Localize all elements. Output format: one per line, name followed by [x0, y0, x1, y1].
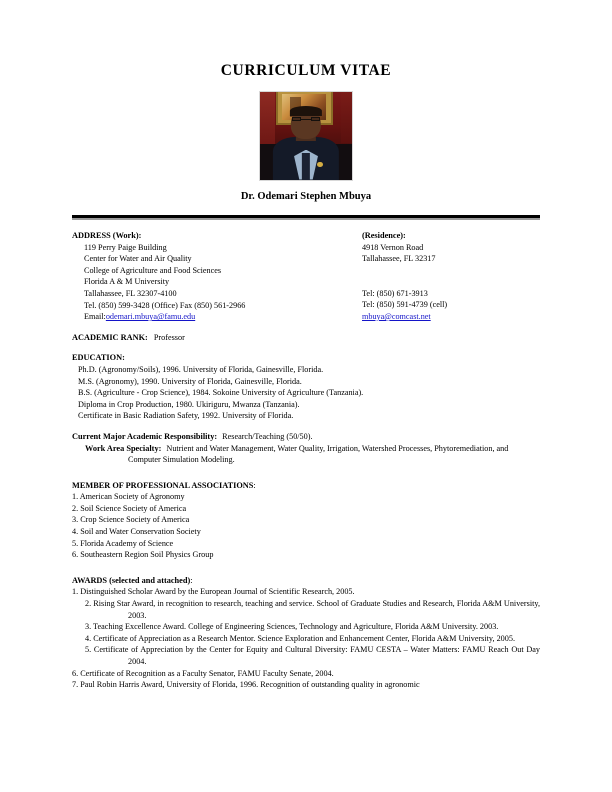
education-item: Ph.D. (Agronomy/Soils), 1996. University of Florida, Gainesville, Florida.: [78, 364, 324, 374]
address-residence-line: Tallahassee, FL 32317: [362, 254, 436, 264]
address-work-line: 119 Perry Paige Building: [84, 242, 167, 252]
association-item: 5. Florida Academy of Science: [72, 538, 174, 548]
specialty-value: Nutrient and Water Management, Water Quality, Irrigation, Watershed Processes, Phytoremediation, and Computer Simulation Modeling.: [128, 443, 509, 465]
residence-email-row: [362, 311, 540, 323]
awards-heading: [72, 575, 540, 587]
award-item: 4. Certificate of Appreciation as a Research Mentor. Science Exploration and Enhancement Center, Florida A&M University, 2005.: [85, 633, 515, 643]
person-name: Dr. Odemari Stephen Mbuya: [240, 190, 372, 202]
associations-heading-suffix: :: [253, 480, 256, 490]
address-work-line: Florida A & M University: [84, 277, 170, 287]
award-item: 5. Certificate of Appreciation by the Center for Equity and Cultural Diversity: FAMU CESTA – Water Matters: FAMU Reach Out Day 2004.: [85, 645, 540, 666]
address-work-line: Tel. (850) 599-3428 (Office) Fax (850) 561-2966: [84, 300, 246, 310]
address-residence-column: [362, 230, 540, 323]
education-item: Diploma in Crop Production, 1980. Ukiriguru, Mwanza (Tanzania).: [78, 399, 300, 409]
residence-tel-primary: Tel: (850) 671-3913: [362, 288, 428, 298]
responsibility-label: Current Major Academic Responsibility:: [72, 431, 218, 441]
address-residence-spacer: [362, 265, 540, 288]
responsibility-section: [72, 431, 540, 466]
address-work-column: [72, 230, 362, 323]
specialty-label: Work Area Specialty:: [85, 443, 162, 453]
academic-rank-section: [72, 332, 540, 344]
award-item: 3. Teaching Excellence Award. College of Engineering Sciences, Technology and Agriculture, Florida A&M University. 2003.: [85, 622, 499, 632]
address-work-email-row: [72, 311, 362, 323]
address-work-line: Tallahassee, FL 32307-4100: [84, 288, 177, 298]
photo-glasses-bridge: [301, 119, 310, 120]
award-item: 7. Paul Robin Harris Award, University of Florida, 1996. Recognition of outstanding quality in agronomic: [72, 680, 420, 690]
awards-heading-text: AWARDS (selected and attached): [72, 575, 191, 585]
portrait-photo: [259, 91, 353, 181]
photo-glasses-left-lens: [292, 117, 301, 121]
association-item: 2. Soil Science Society of America: [72, 503, 187, 513]
email-label: Email:: [84, 312, 106, 322]
photo-glasses-right-lens: [311, 117, 320, 121]
association-item: 1. American Society of Agronomy: [72, 492, 185, 502]
academic-rank-value: Professor: [153, 332, 185, 342]
address-section: [72, 230, 540, 323]
photo-lapel-pin: [317, 162, 323, 167]
address-work-line: Center for Water and Air Quality: [84, 254, 192, 264]
responsibility-row: [72, 431, 540, 443]
photo-hair: [290, 106, 322, 116]
association-item: 3. Crop Science Society of America: [72, 515, 190, 525]
associations-section: [72, 480, 540, 561]
education-section: [72, 352, 540, 422]
photo-wall-right: [341, 92, 352, 143]
education-item: Certificate in Basic Radiation Safety, 1992. University of Florida.: [78, 411, 294, 421]
award-item: 6. Certificate of Recognition as a Faculty Senator, FAMU Faculty Senate, 2004.: [72, 668, 334, 678]
education-heading: EDUCATION:: [72, 353, 125, 363]
awards-heading-suffix: :: [190, 575, 193, 585]
academic-rank-label: ACADEMIC RANK:: [72, 332, 148, 342]
photo-wall-left: [260, 92, 275, 147]
associations-heading: [72, 480, 540, 492]
residence-email-link[interactable]: mbuya@comcast.net: [362, 311, 431, 321]
portrait-photo-container: [72, 91, 540, 186]
association-item: 6. Southeastern Region Soil Physics Group: [72, 550, 214, 560]
education-item: B.S. (Agriculture - Crop Science), 1984. Sokoine University of Agriculture (Tanzania).: [78, 388, 364, 398]
award-item: 1. Distinguished Scholar Award by the European Journal of Scientific Research, 2005.: [72, 587, 355, 597]
responsibility-value: Research/Teaching (50/50).: [222, 431, 313, 441]
address-residence-line: 4918 Vernon Road: [362, 242, 424, 252]
associations-heading-text: MEMBER OF PROFESSIONAL ASSOCIATIONS: [72, 480, 254, 490]
education-item: M.S. (Agronomy), 1990. University of Florida, Gainesville, Florida.: [78, 376, 302, 386]
photo-necktie: [302, 153, 310, 179]
awards-section: [72, 575, 540, 691]
address-work-heading: ADDRESS (Work):: [72, 231, 142, 240]
specialty-row: [72, 443, 540, 466]
association-item: 4. Soil and Water Conservation Society: [72, 527, 201, 537]
award-item: 2. Rising Star Award, in recognition to research, teaching and service. School of Graduate Studies and Research, Florida A&M University, 2003.: [85, 599, 540, 620]
work-email-link[interactable]: odemari.mbuya@famu.edu: [105, 312, 196, 322]
address-work-line: College of Agriculture and Food Sciences: [84, 265, 222, 275]
page-title: CURRICULUM VITAE: [220, 62, 392, 79]
address-residence-heading: (Residence):: [362, 231, 406, 240]
residence-tel-cell: Tel: (850) 591-4739 (cell): [362, 300, 448, 310]
